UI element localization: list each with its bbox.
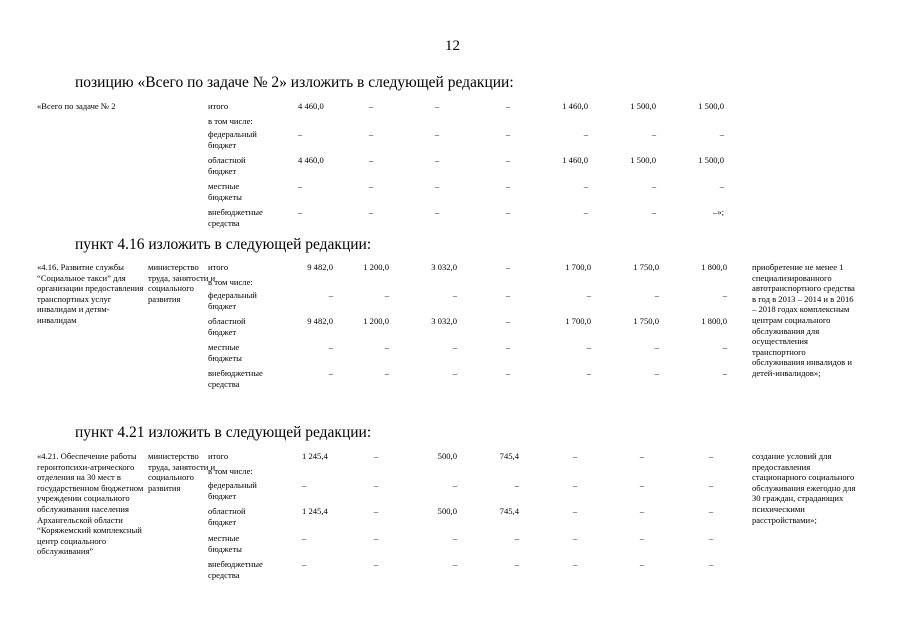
funding-value: 1 200,0: [363, 316, 389, 326]
expected-result: создание условий для предоставления стационарного социального обслуживания ежегодно для 30 граждан, страдающих психическими расстройствами»;: [752, 451, 856, 525]
funding-source-label: в том числе:: [208, 116, 253, 126]
funding-value: 1 750,0: [633, 316, 659, 326]
funding-source-label: итого: [208, 451, 229, 461]
funding-value: 1 800,0: [701, 316, 727, 326]
funding-value: –: [639, 559, 645, 569]
funding-value: –: [452, 533, 457, 543]
funding-value: –: [651, 181, 656, 191]
funding-value: –: [328, 290, 333, 300]
section-heading: позицию «Всего по задаче № 2» изложить в следующей редакции:: [75, 74, 514, 91]
funding-value: 1 800,0: [701, 262, 727, 272]
measure-name: «4.21. Обеспечение работы геронтопсихи-атрического отделения на 30 мест в государственном бюджетном учреждении социального обслуживания населения Архангельской области “Коряжемский комплексный центр социального обслуживания”: [37, 451, 144, 557]
funding-value: 1 245,4: [302, 451, 328, 461]
funding-source-label: федеральный бюджет: [208, 129, 257, 150]
funding-value: 1 200,0: [363, 262, 389, 272]
funding-value: –: [373, 533, 379, 543]
funding-value: –: [639, 480, 645, 490]
funding-value: –: [368, 207, 374, 217]
funding-value: –: [373, 451, 379, 461]
funding-value: 9 482,0: [307, 262, 333, 272]
funding-value: 745,4: [499, 451, 519, 461]
funding-value: 1 245,4: [302, 506, 328, 516]
funding-value: –: [452, 559, 457, 569]
funding-value: –: [514, 533, 519, 543]
funding-value: –: [505, 207, 511, 217]
funding-value: –: [722, 368, 727, 378]
funding-value: –: [505, 129, 511, 139]
funding-value: –: [572, 559, 578, 569]
funding-value: –: [302, 533, 307, 543]
funding-source-label: внебюджетные средства: [208, 207, 263, 228]
measure-name: «Всего по задаче № 2: [37, 101, 116, 111]
funding-value: –: [452, 290, 457, 300]
funding-source-label: внебюджетные средства: [208, 368, 263, 389]
funding-value: –: [639, 506, 645, 516]
funding-value: 500,0: [437, 506, 457, 516]
funding-value: 1 700,0: [565, 262, 591, 272]
section-heading: пункт 4.16 изложить в следующей редакции:: [75, 236, 372, 253]
funding-value: 4 460,0: [298, 101, 324, 111]
funding-source-label: местные бюджеты: [208, 342, 242, 363]
funding-value: –: [722, 290, 727, 300]
funding-source-label: в том числе:: [208, 277, 253, 287]
measure-name: «4.16. Развитие службы “Социальное такси” для организации предоставления транспортных услуг инвалидам и детям-инвалидам: [37, 262, 144, 325]
funding-value: –: [708, 559, 714, 569]
funding-source-label: областной бюджет: [208, 155, 246, 176]
funding-value: 1 500,0: [698, 155, 724, 165]
funding-value: –: [384, 368, 389, 378]
funding-value: 1 500,0: [698, 101, 724, 111]
funding-value: 745,4: [499, 506, 519, 516]
funding-value: 1 500,0: [630, 155, 656, 165]
funding-value: –: [505, 155, 511, 165]
funding-value: –: [505, 101, 511, 111]
funding-value: –: [583, 207, 588, 217]
funding-value: –: [505, 342, 511, 352]
funding-source-label: местные бюджеты: [208, 533, 242, 554]
funding-source-label: областной бюджет: [208, 506, 246, 527]
funding-value: 9 482,0: [307, 316, 333, 326]
funding-value: –: [722, 342, 727, 352]
funding-value: –: [639, 533, 645, 543]
funding-source-label: федеральный бюджет: [208, 480, 257, 501]
funding-value: –: [583, 181, 588, 191]
funding-source-label: внебюджетные средства: [208, 559, 263, 580]
funding-source-label: областной бюджет: [208, 316, 246, 337]
funding-value: –: [572, 506, 578, 516]
funding-value: –: [452, 342, 457, 352]
funding-value: –: [452, 368, 457, 378]
funding-value: –: [505, 262, 511, 272]
expected-result: приобретение не менее 1 специализированного автотранспортного средства в год в 2013 – 2014 и в 2016 – 2018 годах комплексным центрам социального обслуживания для осуществления транспортного обслуживания инвалидов и детей-инвалидов»;: [752, 262, 855, 378]
funding-value: 3 032,0: [431, 316, 457, 326]
funding-value: –: [505, 368, 511, 378]
funding-value: 1 700,0: [565, 316, 591, 326]
funding-value: –: [368, 181, 374, 191]
responsible-executor: министерство труда, занятости и социального развития: [148, 262, 216, 304]
funding-value: 3 032,0: [431, 262, 457, 272]
funding-value: –: [328, 368, 333, 378]
funding-source-label: итого: [208, 101, 229, 111]
funding-value: –: [708, 533, 714, 543]
funding-value: –: [583, 129, 588, 139]
funding-value: –: [654, 342, 659, 352]
funding-value: –: [298, 207, 303, 217]
funding-value: –: [708, 506, 714, 516]
responsible-executor: министерство труда, занятости и социального развития: [148, 451, 216, 493]
funding-value: –: [654, 368, 659, 378]
funding-value: 1 750,0: [633, 262, 659, 272]
section-heading: пункт 4.21 изложить в следующей редакции:: [75, 424, 372, 441]
funding-value: –: [586, 290, 591, 300]
funding-source-label: местные бюджеты: [208, 181, 242, 202]
funding-value: –: [298, 129, 303, 139]
page-number: 12: [445, 38, 460, 54]
funding-value: –: [505, 316, 511, 326]
funding-value: –: [368, 129, 374, 139]
funding-value: –: [514, 559, 519, 569]
funding-value: –: [572, 480, 578, 490]
funding-value: –: [368, 101, 374, 111]
funding-value: –: [505, 181, 511, 191]
funding-value: –: [639, 451, 645, 461]
funding-value: –: [514, 480, 519, 490]
funding-value: –: [586, 342, 591, 352]
funding-value: –: [719, 181, 724, 191]
funding-value: –: [302, 480, 307, 490]
funding-value: –: [328, 342, 333, 352]
funding-value: –: [384, 342, 389, 352]
funding-value: –: [654, 290, 659, 300]
funding-value: 1 500,0: [630, 101, 656, 111]
funding-value: –»;: [713, 207, 724, 217]
funding-value: –: [373, 559, 379, 569]
funding-value: –: [572, 533, 578, 543]
funding-value: –: [651, 207, 656, 217]
funding-value: –: [373, 480, 379, 490]
funding-value: –: [302, 559, 307, 569]
funding-value: –: [373, 506, 379, 516]
funding-value: –: [572, 451, 578, 461]
funding-value: 4 460,0: [298, 155, 324, 165]
funding-value: –: [368, 155, 374, 165]
funding-source-label: итого: [208, 262, 229, 272]
funding-value: –: [298, 181, 303, 191]
funding-value: 500,0: [437, 451, 457, 461]
funding-source-label: федеральный бюджет: [208, 290, 257, 311]
funding-value: –: [586, 368, 591, 378]
funding-value: –: [434, 155, 440, 165]
funding-value: –: [651, 129, 656, 139]
funding-value: –: [452, 480, 457, 490]
funding-value: –: [719, 129, 724, 139]
funding-value: –: [384, 290, 389, 300]
funding-value: 1 460,0: [562, 155, 588, 165]
funding-value: –: [505, 290, 511, 300]
funding-value: 1 460,0: [562, 101, 588, 111]
funding-value: –: [434, 181, 440, 191]
funding-value: –: [708, 451, 714, 461]
funding-value: –: [434, 129, 440, 139]
funding-value: –: [434, 207, 440, 217]
funding-value: –: [708, 480, 714, 490]
funding-value: –: [434, 101, 440, 111]
funding-source-label: в том числе:: [208, 466, 253, 476]
